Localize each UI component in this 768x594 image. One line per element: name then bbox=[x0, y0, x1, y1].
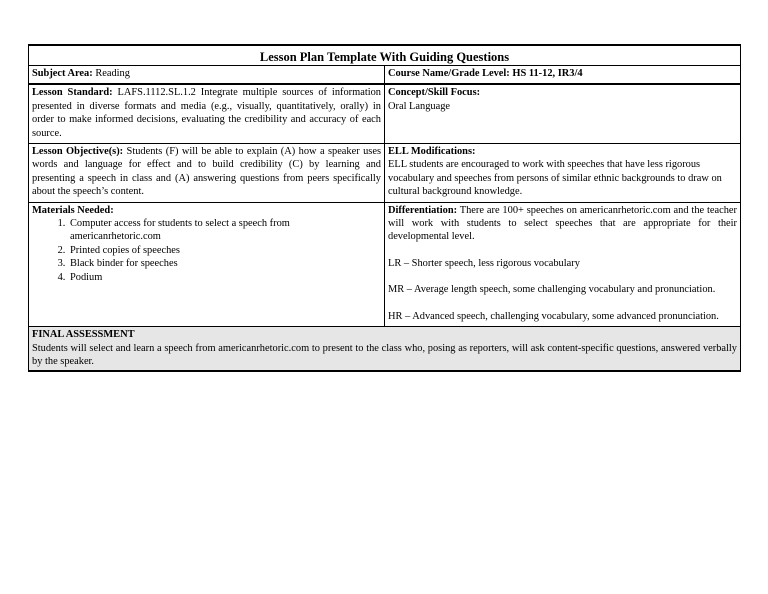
lesson-objective-text: Students (F) will be able to explain (A) how a speaker uses words and language for effect and to build credibility (C) by learning and presenting a speech in class and (A) answering questions from peers specifically about the speech’s content. bbox=[32, 146, 381, 198]
ell-modifications-text: ELL students are encouraged to work with speeches that have less rigorous vocabulary and speeches from persons of similar ethnic backgrounds to draw on cultural background knowledge. bbox=[388, 159, 722, 198]
list-item: 4. Podium bbox=[68, 271, 381, 284]
subject-area-value: Reading bbox=[95, 68, 130, 79]
objective-row bbox=[29, 144, 741, 203]
list-item: 2. Printed copies of speeches bbox=[68, 244, 381, 257]
final-assessment-row bbox=[29, 327, 741, 372]
course-name-label: Course Name/Grade Level: bbox=[388, 68, 510, 79]
concept-skill-cell bbox=[385, 84, 741, 143]
lesson-standard-text: LAFS.1112.SL.1.2 Integrate multiple sources of information presented in diverse formats and media (e.g., visually, quantitatively, orally) in order to make informed decisions, evaluating the credibility and accuracy of each source. bbox=[32, 87, 381, 139]
materials-list bbox=[32, 217, 381, 284]
lesson-plan-table bbox=[28, 44, 741, 372]
subject-row bbox=[29, 66, 741, 85]
concept-skill-label: Concept/Skill Focus: bbox=[388, 87, 481, 99]
lesson-standard-label: Lesson Standard: bbox=[32, 87, 113, 99]
list-item: 3. Black binder for speeches bbox=[68, 257, 381, 270]
subject-area-cell bbox=[29, 66, 385, 85]
standard-row bbox=[29, 84, 741, 143]
list-item: 1. Computer access for students to select a speech from americanrhetoric.com bbox=[68, 217, 381, 244]
lesson-standard-cell bbox=[29, 84, 385, 143]
final-assessment-text: Students will select and learn a speech from americanrhetoric.com to present to the class who, posing as reporters, will ask content-specific questions, answered verbally by the speaker. bbox=[32, 342, 737, 367]
course-name-cell bbox=[385, 66, 741, 85]
differentiation-cell bbox=[385, 202, 741, 326]
lesson-objective-cell bbox=[29, 144, 385, 203]
differentiation-lr: LR – Shorter speech, less rigorous vocabulary bbox=[388, 257, 580, 269]
differentiation-intro bbox=[388, 204, 737, 244]
ell-modifications-label: ELL Modifications: bbox=[388, 146, 476, 158]
final-assessment-cell bbox=[29, 327, 741, 372]
concept-skill-value: Oral Language bbox=[388, 100, 451, 112]
differentiation-hr: HR – Advanced speech, challenging vocabulary, some advanced pronunciation. bbox=[388, 310, 719, 322]
ell-modifications-cell bbox=[385, 144, 741, 203]
materials-cell bbox=[29, 202, 385, 326]
differentiation-intro-text: There are 100+ speeches on americanrhetoric.com and the teacher will work with students to select speeches that are appropriate for their developmental level. bbox=[388, 204, 737, 243]
title-row bbox=[29, 45, 741, 66]
course-name-value: HS 11-12, IR3/4 bbox=[512, 68, 583, 79]
subject-area-label: Subject Area: bbox=[32, 68, 93, 79]
lesson-objective-label: Lesson Objective(s): bbox=[32, 146, 124, 158]
differentiation-label: Differentiation: bbox=[388, 204, 458, 216]
document-title: Lesson Plan Template With Guiding Questions bbox=[29, 45, 741, 66]
materials-row bbox=[29, 202, 741, 326]
final-assessment-label: FINAL ASSESSMENT bbox=[32, 329, 135, 341]
differentiation-mr: MR – Average length speech, some challenging vocabulary and pronunciation. bbox=[388, 284, 716, 296]
materials-label: Materials Needed: bbox=[32, 204, 114, 216]
